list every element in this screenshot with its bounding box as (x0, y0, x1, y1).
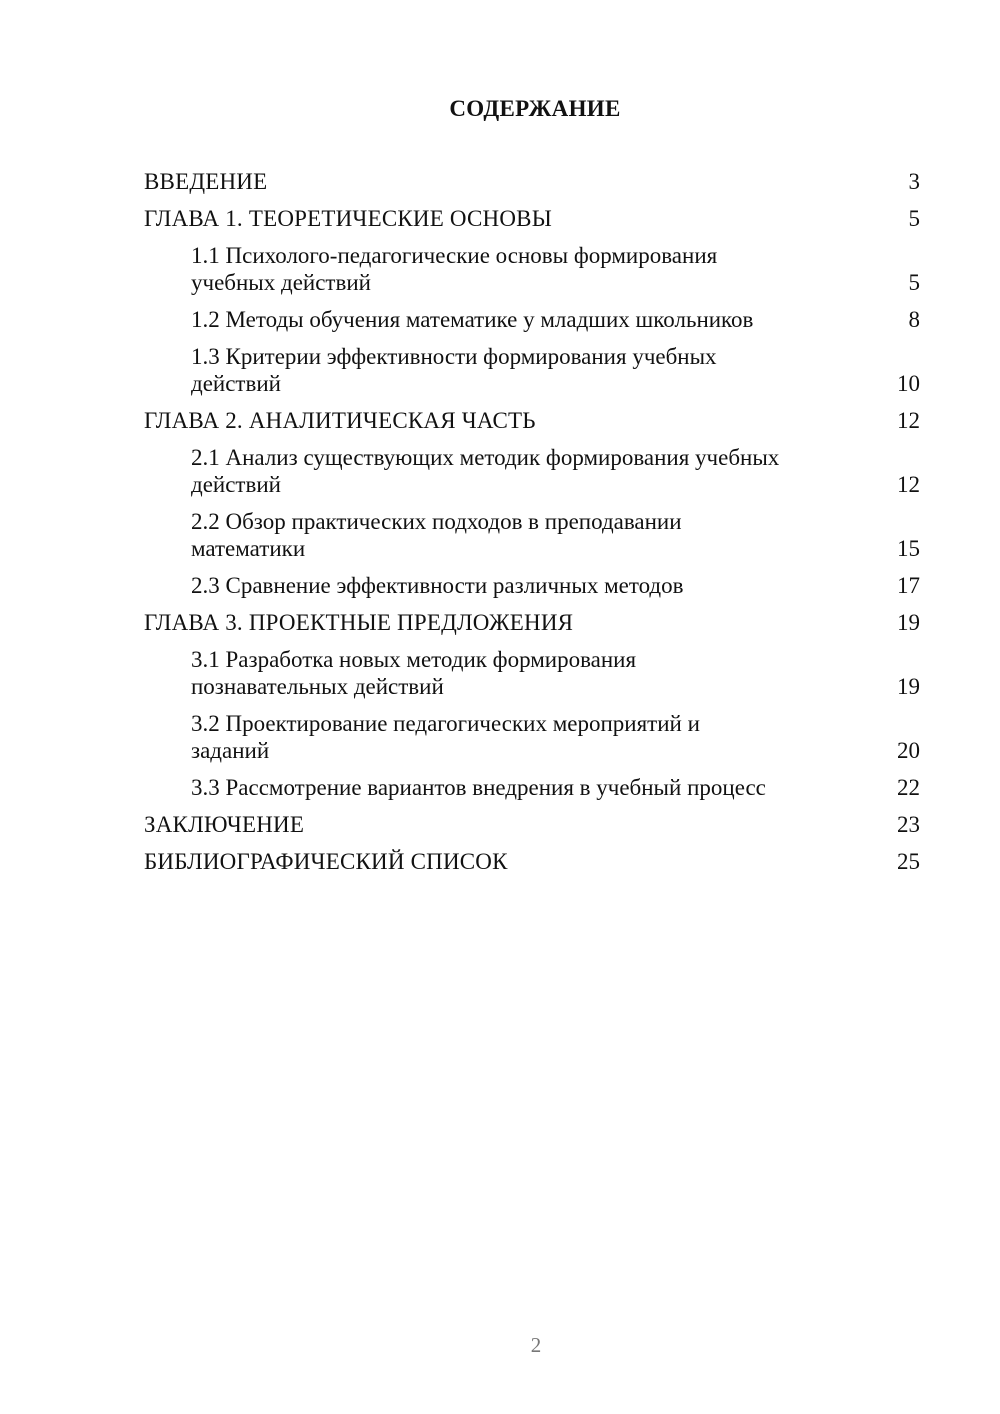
toc-entry-title: 1.2 Методы обучения математике у младших школьников (191, 307, 754, 332)
toc-entry-section-3-3[interactable] (144, 774, 920, 801)
toc-entry-section-2-3[interactable] (144, 572, 920, 599)
toc-entry-title: 1.3 Критерии эффективности формирования учебных действий (191, 344, 717, 396)
toc-entry-page: 19 (897, 610, 920, 635)
toc-entry-section-1-2[interactable] (144, 306, 920, 333)
toc-entry-title: 2.3 Сравнение эффективности различных методов (191, 573, 684, 598)
toc-entry-page: 22 (897, 775, 920, 800)
toc-entry-title: 2.1 Анализ существующих методик формирования учебных действий (191, 445, 780, 497)
toc-entry-section-2-1[interactable] (144, 444, 920, 498)
toc-entry-chapter-2[interactable] (144, 407, 920, 434)
toc-entry-page: 12 (897, 408, 920, 433)
toc-entry-title: ГЛАВА 2. АНАЛИТИЧЕСКАЯ ЧАСТЬ (144, 408, 536, 433)
toc-entry-page: 19 (897, 674, 920, 699)
toc-entry-title: 2.2 Обзор практических подходов в преподавании математики (191, 509, 682, 561)
toc-entry-page: 3 (908, 169, 920, 194)
toc-entry-page: 10 (897, 371, 920, 396)
toc-entry-conclusion[interactable] (144, 811, 920, 838)
toc-entry-page: 20 (897, 738, 920, 763)
toc-entry-title: 3.3 Рассмотрение вариантов внедрения в учебный процесс (191, 775, 766, 800)
toc-entry-page: 17 (897, 573, 920, 598)
toc-entry-page: 25 (897, 849, 920, 874)
toc-entry-page: 5 (908, 206, 920, 231)
toc-entry-page: 12 (897, 472, 920, 497)
toc-entry-title: ГЛАВА 3. ПРОЕКТНЫЕ ПРЕДЛОЖЕНИЯ (144, 610, 574, 635)
toc-entry-page: 8 (908, 307, 920, 332)
toc-entry-title: ВВЕДЕНИЕ (144, 169, 268, 194)
toc-entry-chapter-3[interactable] (144, 609, 920, 636)
toc-entry-section-3-2[interactable] (144, 710, 920, 764)
toc-entry-title: ЗАКЛЮЧЕНИЕ (144, 812, 305, 837)
toc-entry-page: 15 (897, 536, 920, 561)
toc-entry-section-3-1[interactable] (144, 646, 920, 700)
toc-entry-section-1-1[interactable] (144, 242, 920, 296)
toc-entry-introduction[interactable] (144, 168, 920, 195)
toc-entry-title: 3.1 Разработка новых методик формирования познавательных действий (191, 647, 637, 699)
toc-entry-page: 23 (897, 812, 920, 837)
toc-entry-chapter-1[interactable] (144, 205, 920, 232)
toc-entry-title: 1.1 Психолого-педагогические основы формирования учебных действий (191, 243, 718, 295)
page-title: СОДЕРЖАНИЕ (449, 96, 621, 121)
toc-entry-section-1-3[interactable] (144, 343, 920, 397)
toc-entry-section-2-2[interactable] (144, 508, 920, 562)
toc-entry-title: ГЛАВА 1. ТЕОРЕТИЧЕСКИЕ ОСНОВЫ (144, 206, 552, 231)
toc-entry-title: 3.2 Проектирование педагогических мероприятий и заданий (191, 711, 700, 763)
toc-entry-title: БИБЛИОГРАФИЧЕСКИЙ СПИСОК (144, 849, 508, 874)
toc-entry-bibliography[interactable] (144, 848, 920, 875)
toc-entry-page: 5 (908, 270, 920, 295)
table-of-contents (144, 168, 920, 885)
page-number: 2 (530, 1333, 542, 1357)
